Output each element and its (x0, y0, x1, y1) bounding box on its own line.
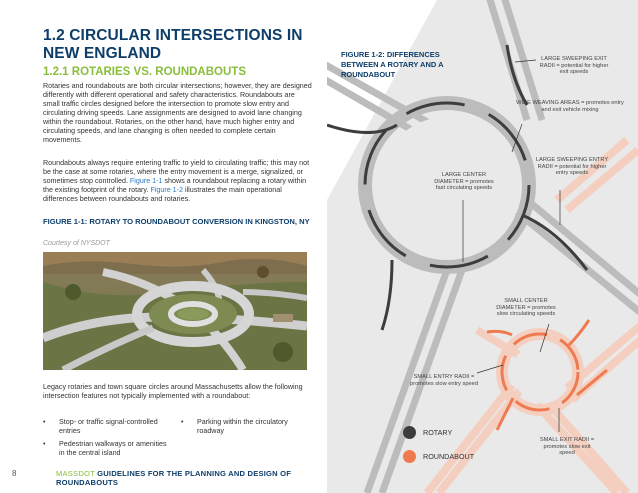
paragraph-1: Rotaries and roundabouts are both circular intersections; however, they are designed differently with different operational and safety characteristics. Roundabouts are small traffic circles designed before the intersection to promote slow entry and circulating driving speeds. Lane assignments are designed to avoid lane changing within the roundabout. Rotaries, on the other hand, have much higher entry and circulating speeds, and lane changing is often needed to complete certain movements. (43, 82, 312, 144)
bullet-dot: • (43, 440, 46, 448)
paragraph-2-text-c: illustrates the main operational differences between roundabouts and rotaries. (43, 186, 282, 203)
bullet-dot: • (181, 418, 184, 426)
roundabout-center-island (512, 344, 568, 400)
bullet-dot: • (43, 418, 46, 426)
figure-1-1-courtesy: Courtesy of NYSDOT (43, 240, 110, 247)
page-footer (0, 468, 327, 487)
paragraph-3: Legacy rotaries and town square circles around Massachusetts allow the following intersection features not typically implemented with a roundabout: (43, 383, 303, 400)
label-large-exit-radii: LARGE SWEEPING EXIT RADII = potential for higher exit speeds (539, 56, 609, 76)
label-large-entry-radii: LARGE SWEEPING ENTRY RADII = potential for higher entry speeds (535, 157, 609, 177)
label-small-exit-radii: SMALL EXIT RADII = promotes slow exit speed (539, 437, 595, 457)
bullet-text: Parking within the circulatory roadway (197, 418, 288, 435)
aerial-roundabout-photo (43, 252, 307, 370)
rotary-swatch (403, 426, 416, 439)
figure-1-1-title: FIGURE 1-1: ROTARY TO ROUNDABOUT CONVERSION IN KINGSTON, NY (43, 217, 310, 226)
label-wide-weaving-areas: WIDE WEAVING AREAS = promotes entry and exit vehicle mixing (516, 100, 624, 113)
diagram-panel (327, 0, 638, 493)
figure-1-2-link[interactable]: Figure 1-2 (150, 186, 183, 194)
roundabout-swatch (403, 450, 416, 463)
legend-rotary-label: ROTARY (423, 428, 453, 437)
bullet-text: Pedestrian walkways or amenities in the central island (59, 440, 167, 457)
section-title: 1.2 CIRCULAR INTERSECTIONS IN NEW ENGLAND (43, 27, 303, 62)
figure-1-1-link[interactable]: Figure 1-1 (129, 177, 163, 185)
footer-text (56, 469, 327, 487)
paragraph-2-text-b: shows a roundabout replacing a rotary within the existing footprint of the rotary. (43, 177, 307, 194)
aerial-photo-illustration (43, 252, 307, 370)
page-number: 8 (12, 469, 17, 478)
legend-roundabout-label: ROUNDABOUT (423, 452, 475, 461)
paragraph-2-text-a: Roundabouts always require entering traffic to yield to circulating traffic; this may not be the case at some rotaries, where the entry movement is a merge, signalized, or sometimes stop controlled. (43, 159, 310, 185)
figure-1-2-title: FIGURE 1-2: DIFFERENCES BETWEEN A ROTARY AND A ROUNDABOUT (341, 50, 444, 79)
paragraph-2 (43, 159, 313, 204)
footer-title: GUIDELINES FOR THE PLANNING AND DESIGN OF ROUNDABOUTS (56, 469, 292, 487)
label-small-entry-radii: SMALL ENTRY RADII = promotes slow entry speed (410, 374, 478, 387)
label-large-center-diameter: LARGE CENTER DIAMETER = promotes fast circulating speeds (434, 172, 494, 192)
footer-org: MASSDOT (56, 469, 95, 478)
bullet-text: Stop- or traffic signal-controlled entries (59, 418, 158, 435)
section-subtitle: 1.2.1 ROTARIES VS. ROUNDABOUTS (43, 66, 246, 78)
label-small-center-diameter: SMALL CENTER DIAMETER = promotes slow circulating speeds (496, 298, 556, 318)
